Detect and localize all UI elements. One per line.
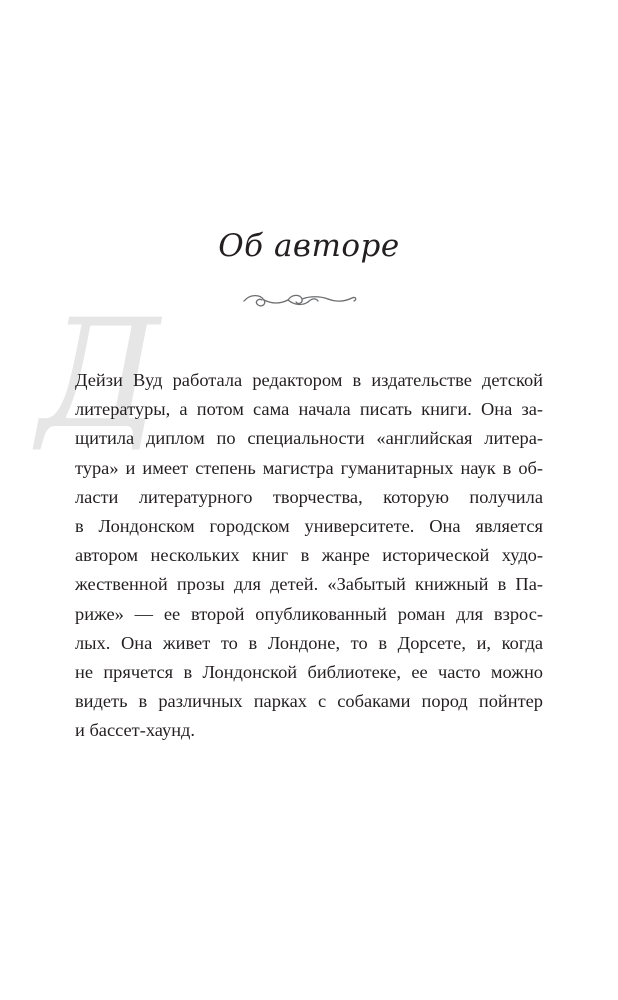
bio-line: не прячется в Лондонской библиотеке, ее часто можно: [75, 661, 543, 682]
bio-line: риже» — ее второй опубликованный роман для взрос-: [75, 603, 543, 624]
flourish-divider-icon: [240, 286, 360, 314]
bio-line: Дейзи Вуд работала редактором в издательстве детской: [75, 370, 543, 390]
bio-line: литературы, а потом сама начала писать книги. Она за-: [75, 399, 543, 420]
author-bio-paragraph: [75, 366, 543, 745]
bio-line: ласти литературного творчества, которую получила: [75, 486, 543, 507]
bio-line: жественной прозы для детей. «Забытый книжный в Па-: [75, 574, 543, 595]
bio-line: щитила диплом по специальности «английская литера-: [75, 428, 543, 449]
bio-line: и бассет-хаунд.: [75, 720, 196, 741]
bio-line: видеть в различных парках с собаками пород пойнтер: [75, 691, 543, 712]
decorative-drop-cap: Д: [38, 288, 160, 462]
bio-line: автором нескольких книг в жанре исторической худо-: [75, 545, 543, 566]
bio-line: лых. Она живет то в Лондоне, то в Дорсете, и, когда: [75, 632, 543, 653]
bio-line: тура» и имеет степень магистра гуманитарных наук в об-: [75, 457, 543, 478]
page-title: Об авторе: [218, 228, 400, 264]
bio-line: в Лондонском городском университете. Она является: [75, 515, 543, 536]
